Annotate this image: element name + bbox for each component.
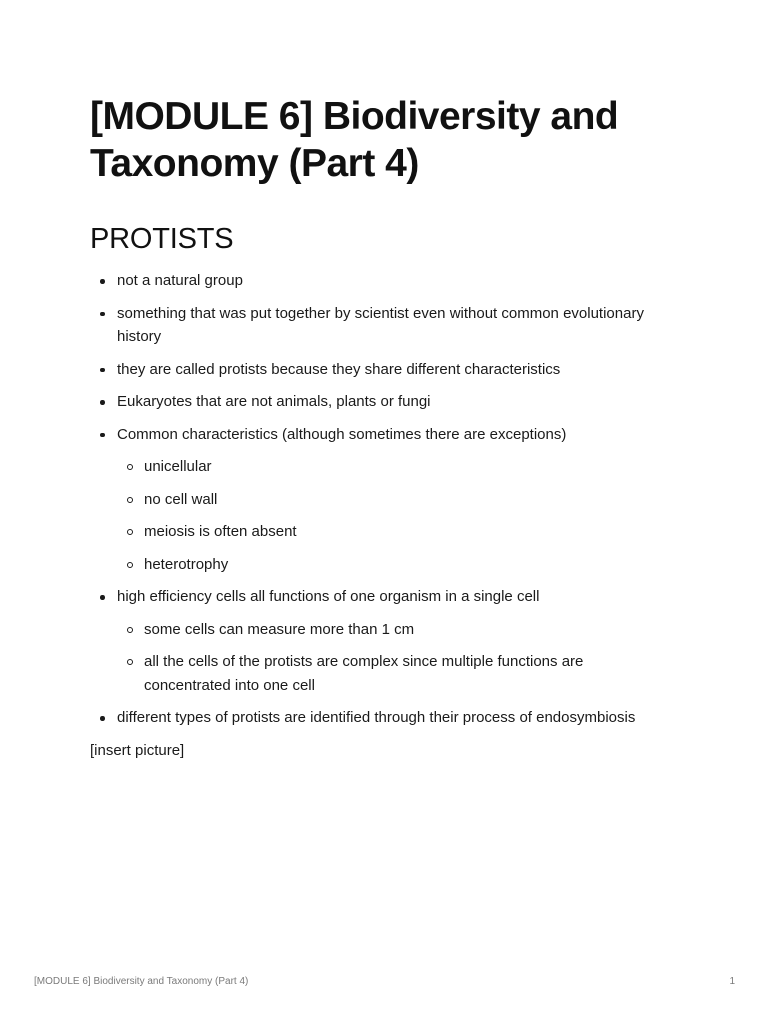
list-item-text: something that was put together by scientist even without common evolutionary history <box>117 304 644 345</box>
sub-list-item <box>117 618 650 642</box>
list-item <box>90 390 650 414</box>
sub-list-item-text: unicellular <box>144 458 212 475</box>
list-item-text: Eukaryotes that are not animals, plants or fungi <box>117 393 431 410</box>
footer-title: [MODULE 6] Biodiversity and Taxonomy (Part 4) <box>34 976 249 987</box>
list-item <box>90 585 650 697</box>
list-item <box>90 358 650 382</box>
sub-list-item <box>117 650 650 697</box>
sub-list-item-text: all the cells of the protists are complex since multiple functions are concentrated into one cell <box>144 653 584 694</box>
page-number: 1 <box>729 976 735 987</box>
list-item-text: high efficiency cells all functions of one organism in a single cell <box>117 588 540 605</box>
document-content <box>90 93 650 762</box>
sub-list-item-text: no cell wall <box>144 490 218 508</box>
sub-list-item <box>117 553 650 577</box>
sub-list-item <box>117 488 650 512</box>
section-heading: PROTISTS <box>90 223 234 255</box>
list-item-text: different types of protists are identified through their process of endosymbiosis <box>117 709 636 726</box>
sub-list-item <box>117 455 650 479</box>
list-item <box>90 269 650 293</box>
sub-list-item-text: some cells can measure more than 1 cm <box>144 620 415 638</box>
sub-list-item-text: heterotrophy <box>144 555 229 573</box>
sub-list <box>117 455 650 576</box>
list-item <box>90 302 650 349</box>
sub-list-item-text: meiosis is often absent <box>144 523 297 540</box>
list-item <box>90 423 650 577</box>
sub-list-item <box>117 520 650 544</box>
bullet-list <box>90 269 650 730</box>
list-item-text: not a natural group <box>117 272 243 289</box>
picture-placeholder-note: [insert picture] <box>90 741 185 759</box>
sub-list <box>117 618 650 698</box>
list-item <box>90 706 650 730</box>
list-item-text: Common characteristics (although sometimes there are exceptions) <box>117 425 567 443</box>
document-title: [MODULE 6] Biodiversity and Taxonomy (Part 4) <box>90 95 619 185</box>
list-item-text: they are called protists because they share different characteristics <box>117 360 561 378</box>
